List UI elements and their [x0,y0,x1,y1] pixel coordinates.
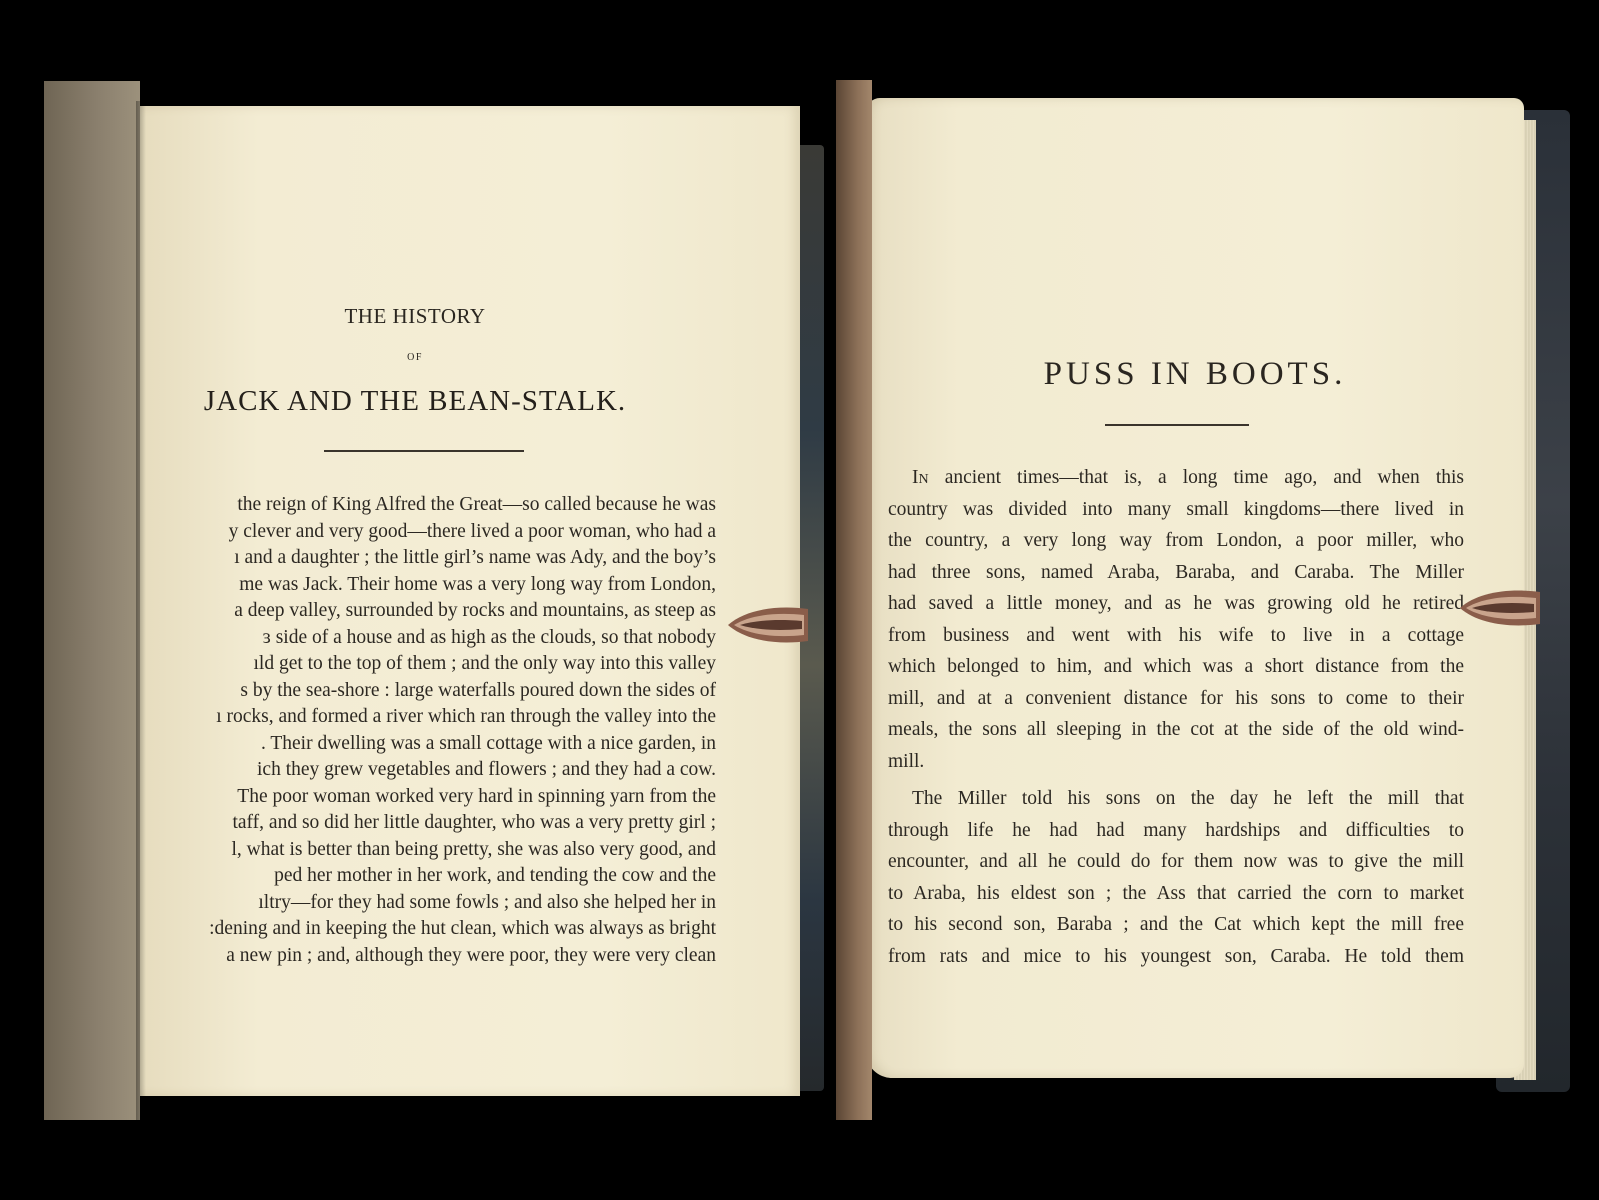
right-page-line: to Araba, his eldest son ; the Ass that carried the corn to market [888,882,1464,904]
left-page-title-rule [324,450,524,452]
right-page-title: PUSS IN BOOTS. [1043,356,1347,392]
right-page-body [888,462,1464,972]
left-page-line: the reign of King Alfred the Great—so called because he was [237,494,716,515]
left-page-line: ich they grew vegetables and flowers ; and they had a cow. [257,759,716,780]
left-page-line: ı and a daughter ; the little girl’s name was Ady, and the boy’s [234,547,716,568]
left-book [44,81,824,1120]
left-page-line: . Their dwelling was a small cottage with a nice garden, in [260,732,716,754]
right-page [866,98,1524,1078]
left-page-pre-title: THE HISTORY [344,304,486,328]
right-page-line-text: ancient times—that is, a long time ago, and when this [944,467,1465,488]
left-page-line: ɜ side of a house and as high as the clouds, so that nobody [262,626,716,648]
left-page-line: ıltry—for they had some fowls ; and also she helped her in [258,891,716,913]
left-page-title: JACK AND THE BEAN-STALK. [203,385,627,417]
right-book-front-flap [836,80,872,1120]
right-page-line: from rats and mice to his youngest son, Caraba. He told them [888,945,1464,967]
left-book-spine [44,81,140,1120]
left-page-line: ped her mother in her work, and tending the cow and the [274,865,716,886]
drop-cap-word: In [912,467,929,488]
left-page-body [140,492,722,969]
left-page-line: :dening and in keeping the hut clean, which was always as bright [209,918,716,939]
right-page-line: through life he had had many hardships and difficulties to [888,819,1464,841]
right-clasp-icon [1458,586,1542,630]
left-clasp-icon [726,603,810,647]
left-page-line: ı rocks, and formed a river which ran through the valley into the [216,706,716,727]
left-page-line: y clever and very good—there lived a poor woman, who had a [228,520,716,542]
right-page-line: to his second son, Baraba ; and the Cat which kept the mill free [888,914,1464,935]
right-page-line: had three sons, named Araba, Baraba, and Caraba. The Miller [888,561,1464,583]
right-page-line: mill. [888,750,925,772]
left-page-line: a new pin ; and, although they were poor, they were very clean [226,944,716,966]
right-page-title-rule [1105,424,1249,426]
right-page-line: The Miller told his sons on the day he left the mill that [912,788,1464,809]
left-page-line: taff, and so did her little daughter, who was a very pretty girl ; [232,812,716,833]
left-page [140,106,800,1096]
right-page-line: the country, a very long way from London, a poor miller, who [888,530,1464,551]
right-page-line: had saved a little money, and as he was growing old he retired [888,593,1464,614]
left-page-line: The poor woman worked very hard in spinning yarn from the [237,785,716,807]
left-page-line: a deep valley, surrounded by rocks and mountains, as steep as [234,600,716,621]
right-page-line: which belonged to him, and which was a short distance from the [888,656,1464,677]
left-page-of-word: OF [407,352,423,363]
right-page-line: encounter, and all he could do for them now was to give the mill [888,851,1464,872]
right-page-line: from business and went with his wife to live in a cottage [888,624,1464,646]
left-spine-shadow [136,101,146,1120]
right-page-line: mill, and at a convenient distance for his sons to come to their [888,687,1464,709]
left-page-line: l, what is better than being pretty, she was also very good, and [231,838,716,860]
right-page-line: country was divided into many small kingdoms—there lived in [888,498,1464,520]
right-page-line: meals, the sons all sleeping in the cot at the side of the old wind- [888,719,1464,740]
left-page-line: me was Jack. Their home was a very long way from London, [239,573,716,595]
left-page-line: s by the sea-shore : large waterfalls poured down the sides of [240,679,716,701]
right-page-line [888,462,1464,494]
left-page-line: ıld get to the top of them ; and the only way into this valley [253,653,716,674]
